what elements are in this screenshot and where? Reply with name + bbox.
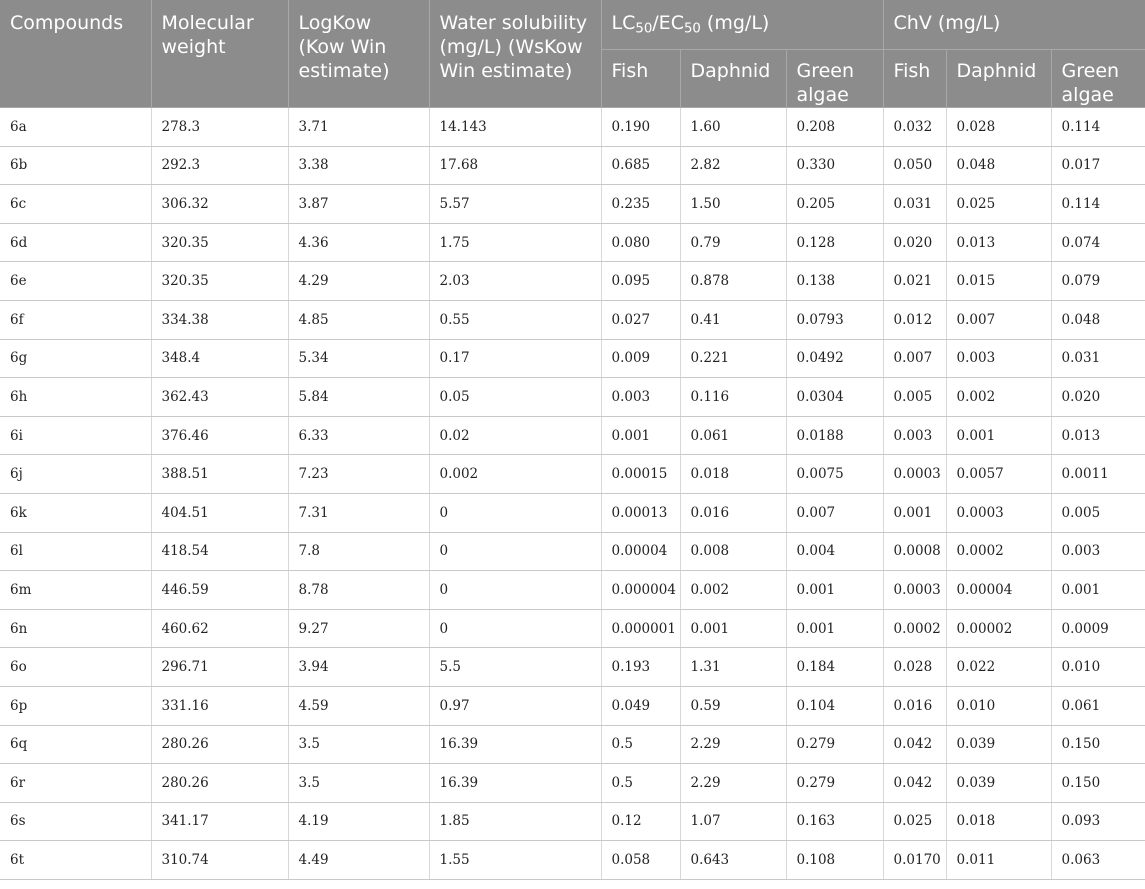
lc-suffix: (mg/L) (700, 12, 770, 34)
cell-chv-fish: 0.0003 (883, 571, 946, 610)
cell-logkow: 3.5 (288, 725, 429, 764)
cell-lc-green-algae: 0.0793 (786, 300, 883, 339)
table-row (0, 262, 1145, 301)
cell-chv-daphnid: 0.001 (946, 416, 1051, 455)
header-chv-green-algae: Green algae (1051, 50, 1145, 108)
cell-molecular-weight: 418.54 (151, 532, 288, 571)
cell-lc-green-algae: 0.208 (786, 108, 883, 147)
cell-logkow: 3.38 (288, 146, 429, 185)
cell-lc-fish: 0.095 (601, 262, 680, 301)
cell-chv-green-algae: 0.150 (1051, 725, 1145, 764)
cell-molecular-weight: 280.26 (151, 725, 288, 764)
cell-lc-daphnid: 0.116 (680, 378, 786, 417)
cell-compound: 6h (0, 378, 151, 417)
table-row (0, 609, 1145, 648)
cell-logkow: 5.34 (288, 339, 429, 378)
cell-chv-fish: 0.005 (883, 378, 946, 417)
cell-logkow: 7.31 (288, 493, 429, 532)
cell-chv-daphnid: 0.022 (946, 648, 1051, 687)
cell-compound: 6f (0, 300, 151, 339)
cell-chv-fish: 0.0008 (883, 532, 946, 571)
cell-molecular-weight: 446.59 (151, 571, 288, 610)
cell-molecular-weight: 310.74 (151, 841, 288, 880)
table-row (0, 841, 1145, 880)
cell-lc-daphnid: 1.50 (680, 185, 786, 224)
cell-logkow: 4.36 (288, 223, 429, 262)
cell-chv-daphnid: 0.00004 (946, 571, 1051, 610)
cell-chv-green-algae: 0.048 (1051, 300, 1145, 339)
cell-chv-fish: 0.0170 (883, 841, 946, 880)
header-lc-fish: Fish (601, 50, 680, 108)
cell-compound: 6e (0, 262, 151, 301)
cell-lc-fish: 0.000004 (601, 571, 680, 610)
cell-water-solubility: 0.17 (429, 339, 601, 378)
cell-lc-green-algae: 0.0304 (786, 378, 883, 417)
cell-lc-daphnid: 2.29 (680, 725, 786, 764)
cell-lc-green-algae: 0.330 (786, 146, 883, 185)
cell-lc-daphnid: 0.001 (680, 609, 786, 648)
header-chv-fish: Fish (883, 50, 946, 108)
cell-logkow: 7.8 (288, 532, 429, 571)
cell-molecular-weight: 320.35 (151, 223, 288, 262)
cell-lc-daphnid: 1.60 (680, 108, 786, 147)
cell-logkow: 4.19 (288, 802, 429, 841)
cell-molecular-weight: 348.4 (151, 339, 288, 378)
lc-prefix: LC (611, 12, 636, 34)
cell-lc-green-algae: 0.0188 (786, 416, 883, 455)
cell-logkow: 3.71 (288, 108, 429, 147)
table-row (0, 764, 1145, 803)
cell-logkow: 4.49 (288, 841, 429, 880)
cell-lc-daphnid: 0.008 (680, 532, 786, 571)
cell-lc-daphnid: 0.643 (680, 841, 786, 880)
cell-lc-fish: 0.003 (601, 378, 680, 417)
cell-chv-fish: 0.050 (883, 146, 946, 185)
header-compounds: Compounds (0, 0, 151, 108)
cell-compound: 6t (0, 841, 151, 880)
table-row (0, 300, 1145, 339)
cell-chv-fish: 0.032 (883, 108, 946, 147)
cell-chv-green-algae: 0.003 (1051, 532, 1145, 571)
table-row (0, 108, 1145, 147)
cell-lc-green-algae: 0.279 (786, 764, 883, 803)
cell-water-solubility: 2.03 (429, 262, 601, 301)
table-row (0, 571, 1145, 610)
table-row (0, 648, 1145, 687)
cell-water-solubility: 1.85 (429, 802, 601, 841)
cell-lc-fish: 0.00013 (601, 493, 680, 532)
cell-chv-fish: 0.016 (883, 686, 946, 725)
cell-chv-daphnid: 0.011 (946, 841, 1051, 880)
cell-water-solubility: 0.02 (429, 416, 601, 455)
cell-chv-fish: 0.001 (883, 493, 946, 532)
header-lc-daphnid: Daphnid (680, 50, 786, 108)
cell-chv-green-algae: 0.063 (1051, 841, 1145, 880)
cell-chv-daphnid: 0.039 (946, 725, 1051, 764)
table-row (0, 185, 1145, 224)
cell-lc-green-algae: 0.0492 (786, 339, 883, 378)
table-row (0, 455, 1145, 494)
table-header (0, 0, 1145, 108)
cell-compound: 6p (0, 686, 151, 725)
cell-lc-fish: 0.027 (601, 300, 680, 339)
cell-chv-daphnid: 0.018 (946, 802, 1051, 841)
cell-lc-fish: 0.193 (601, 648, 680, 687)
cell-logkow: 5.84 (288, 378, 429, 417)
cell-chv-daphnid: 0.0003 (946, 493, 1051, 532)
cell-lc-fish: 0.080 (601, 223, 680, 262)
cell-lc-daphnid: 0.878 (680, 262, 786, 301)
cell-lc-fish: 0.12 (601, 802, 680, 841)
cell-logkow: 4.59 (288, 686, 429, 725)
cell-chv-green-algae: 0.093 (1051, 802, 1145, 841)
cell-water-solubility: 14.143 (429, 108, 601, 147)
cell-lc-fish: 0.000001 (601, 609, 680, 648)
lc-mid: /EC (652, 12, 684, 34)
header-lc50-ec50-group (601, 0, 883, 50)
cell-compound: 6l (0, 532, 151, 571)
cell-lc-green-algae: 0.0075 (786, 455, 883, 494)
cell-lc-daphnid: 1.07 (680, 802, 786, 841)
cell-molecular-weight: 362.43 (151, 378, 288, 417)
cell-compound: 6b (0, 146, 151, 185)
table-row (0, 339, 1145, 378)
cell-compound: 6g (0, 339, 151, 378)
table-body (0, 108, 1145, 880)
cell-lc-green-algae: 0.184 (786, 648, 883, 687)
cell-lc-green-algae: 0.128 (786, 223, 883, 262)
cell-water-solubility: 0.55 (429, 300, 601, 339)
cell-chv-green-algae: 0.0009 (1051, 609, 1145, 648)
cell-chv-fish: 0.003 (883, 416, 946, 455)
cell-chv-daphnid: 0.028 (946, 108, 1051, 147)
cell-water-solubility: 0 (429, 609, 601, 648)
cell-lc-fish: 0.5 (601, 725, 680, 764)
cell-chv-fish: 0.031 (883, 185, 946, 224)
cell-lc-fish: 0.058 (601, 841, 680, 880)
cell-water-solubility: 5.57 (429, 185, 601, 224)
cell-compound: 6s (0, 802, 151, 841)
cell-compound: 6i (0, 416, 151, 455)
cell-molecular-weight: 320.35 (151, 262, 288, 301)
cell-chv-green-algae: 0.005 (1051, 493, 1145, 532)
table-row (0, 146, 1145, 185)
table-row (0, 416, 1145, 455)
cell-logkow: 8.78 (288, 571, 429, 610)
cell-logkow: 4.29 (288, 262, 429, 301)
table-row (0, 686, 1145, 725)
cell-chv-fish: 0.042 (883, 725, 946, 764)
cell-molecular-weight: 292.3 (151, 146, 288, 185)
lc-sub-1: 50 (635, 21, 653, 37)
header-chv-group: ChV (mg/L) (883, 0, 1145, 50)
table-row (0, 223, 1145, 262)
cell-chv-fish: 0.042 (883, 764, 946, 803)
cell-molecular-weight: 404.51 (151, 493, 288, 532)
cell-lc-daphnid: 0.002 (680, 571, 786, 610)
cell-molecular-weight: 306.32 (151, 185, 288, 224)
cell-water-solubility: 0 (429, 571, 601, 610)
table-row (0, 378, 1145, 417)
cell-chv-daphnid: 0.007 (946, 300, 1051, 339)
cell-logkow: 3.94 (288, 648, 429, 687)
cell-logkow: 3.87 (288, 185, 429, 224)
cell-compound: 6k (0, 493, 151, 532)
cell-compound: 6a (0, 108, 151, 147)
cell-chv-green-algae: 0.001 (1051, 571, 1145, 610)
cell-compound: 6d (0, 223, 151, 262)
cell-lc-fish: 0.00004 (601, 532, 680, 571)
cell-compound: 6c (0, 185, 151, 224)
cell-lc-fish: 0.049 (601, 686, 680, 725)
cell-chv-daphnid: 0.002 (946, 378, 1051, 417)
cell-lc-fish: 0.235 (601, 185, 680, 224)
cell-water-solubility: 5.5 (429, 648, 601, 687)
table-row (0, 493, 1145, 532)
cell-molecular-weight: 331.16 (151, 686, 288, 725)
cell-lc-daphnid: 0.061 (680, 416, 786, 455)
cell-chv-daphnid: 0.00002 (946, 609, 1051, 648)
cell-lc-fish: 0.5 (601, 764, 680, 803)
cell-lc-green-algae: 0.279 (786, 725, 883, 764)
cell-chv-fish: 0.007 (883, 339, 946, 378)
cell-chv-daphnid: 0.048 (946, 146, 1051, 185)
cell-chv-green-algae: 0.020 (1051, 378, 1145, 417)
cell-lc-green-algae: 0.001 (786, 609, 883, 648)
cell-molecular-weight: 460.62 (151, 609, 288, 648)
cell-chv-daphnid: 0.0057 (946, 455, 1051, 494)
cell-water-solubility: 16.39 (429, 764, 601, 803)
header-molecular-weight: Molecular weight (151, 0, 288, 108)
cell-water-solubility: 17.68 (429, 146, 601, 185)
cell-lc-daphnid: 0.41 (680, 300, 786, 339)
cell-lc-green-algae: 0.001 (786, 571, 883, 610)
cell-lc-green-algae: 0.108 (786, 841, 883, 880)
cell-lc-daphnid: 2.82 (680, 146, 786, 185)
cell-chv-green-algae: 0.074 (1051, 223, 1145, 262)
cell-compound: 6q (0, 725, 151, 764)
cell-logkow: 3.5 (288, 764, 429, 803)
cell-chv-green-algae: 0.079 (1051, 262, 1145, 301)
cell-compound: 6r (0, 764, 151, 803)
cell-lc-fish: 0.001 (601, 416, 680, 455)
cell-lc-green-algae: 0.004 (786, 532, 883, 571)
cell-chv-daphnid: 0.025 (946, 185, 1051, 224)
cell-water-solubility: 1.55 (429, 841, 601, 880)
cell-chv-fish: 0.021 (883, 262, 946, 301)
cell-lc-daphnid: 0.79 (680, 223, 786, 262)
cell-lc-daphnid: 0.221 (680, 339, 786, 378)
cell-compound: 6o (0, 648, 151, 687)
cell-lc-green-algae: 0.007 (786, 493, 883, 532)
table-row (0, 725, 1145, 764)
cell-chv-green-algae: 0.010 (1051, 648, 1145, 687)
cell-lc-green-algae: 0.163 (786, 802, 883, 841)
cell-lc-daphnid: 0.016 (680, 493, 786, 532)
cell-chv-green-algae: 0.114 (1051, 108, 1145, 147)
header-chv-daphnid: Daphnid (946, 50, 1051, 108)
table-row (0, 802, 1145, 841)
cell-water-solubility: 0.05 (429, 378, 601, 417)
cell-chv-green-algae: 0.114 (1051, 185, 1145, 224)
cell-chv-fish: 0.0002 (883, 609, 946, 648)
cell-chv-fish: 0.0003 (883, 455, 946, 494)
cell-chv-daphnid: 0.015 (946, 262, 1051, 301)
cell-chv-daphnid: 0.0002 (946, 532, 1051, 571)
header-logkow: LogKow (Kow Win estimate) (288, 0, 429, 108)
header-water-solubility: Water solubility (mg/L) (WsKow Win estimate) (429, 0, 601, 108)
cell-logkow: 7.23 (288, 455, 429, 494)
cell-molecular-weight: 334.38 (151, 300, 288, 339)
cell-logkow: 4.85 (288, 300, 429, 339)
cell-molecular-weight: 296.71 (151, 648, 288, 687)
cell-chv-daphnid: 0.003 (946, 339, 1051, 378)
cell-chv-fish: 0.020 (883, 223, 946, 262)
cell-chv-green-algae: 0.0011 (1051, 455, 1145, 494)
header-lc-green-algae: Green algae (786, 50, 883, 108)
table-row (0, 532, 1145, 571)
cell-lc-green-algae: 0.138 (786, 262, 883, 301)
cell-logkow: 9.27 (288, 609, 429, 648)
cell-water-solubility: 0.002 (429, 455, 601, 494)
cell-chv-green-algae: 0.150 (1051, 764, 1145, 803)
cell-molecular-weight: 376.46 (151, 416, 288, 455)
cell-chv-green-algae: 0.013 (1051, 416, 1145, 455)
cell-compound: 6m (0, 571, 151, 610)
cell-water-solubility: 16.39 (429, 725, 601, 764)
cell-lc-daphnid: 2.29 (680, 764, 786, 803)
cell-compound: 6j (0, 455, 151, 494)
cell-water-solubility: 0 (429, 493, 601, 532)
cell-lc-green-algae: 0.104 (786, 686, 883, 725)
cell-water-solubility: 0.97 (429, 686, 601, 725)
cell-molecular-weight: 278.3 (151, 108, 288, 147)
cell-compound: 6n (0, 609, 151, 648)
cell-water-solubility: 1.75 (429, 223, 601, 262)
cell-water-solubility: 0 (429, 532, 601, 571)
lc-sub-2: 50 (683, 21, 701, 37)
cell-lc-fish: 0.009 (601, 339, 680, 378)
cell-chv-daphnid: 0.039 (946, 764, 1051, 803)
cell-lc-daphnid: 0.59 (680, 686, 786, 725)
cell-molecular-weight: 280.26 (151, 764, 288, 803)
cell-lc-green-algae: 0.205 (786, 185, 883, 224)
cell-lc-fish: 0.685 (601, 146, 680, 185)
cell-logkow: 6.33 (288, 416, 429, 455)
cell-lc-fish: 0.190 (601, 108, 680, 147)
cell-molecular-weight: 388.51 (151, 455, 288, 494)
cell-chv-daphnid: 0.010 (946, 686, 1051, 725)
cell-lc-fish: 0.00015 (601, 455, 680, 494)
cell-chv-fish: 0.012 (883, 300, 946, 339)
cell-chv-fish: 0.025 (883, 802, 946, 841)
cell-chv-green-algae: 0.031 (1051, 339, 1145, 378)
cell-chv-green-algae: 0.061 (1051, 686, 1145, 725)
cell-molecular-weight: 341.17 (151, 802, 288, 841)
cell-lc-daphnid: 1.31 (680, 648, 786, 687)
cell-chv-fish: 0.028 (883, 648, 946, 687)
cell-lc-daphnid: 0.018 (680, 455, 786, 494)
cell-chv-daphnid: 0.013 (946, 223, 1051, 262)
cell-chv-green-algae: 0.017 (1051, 146, 1145, 185)
